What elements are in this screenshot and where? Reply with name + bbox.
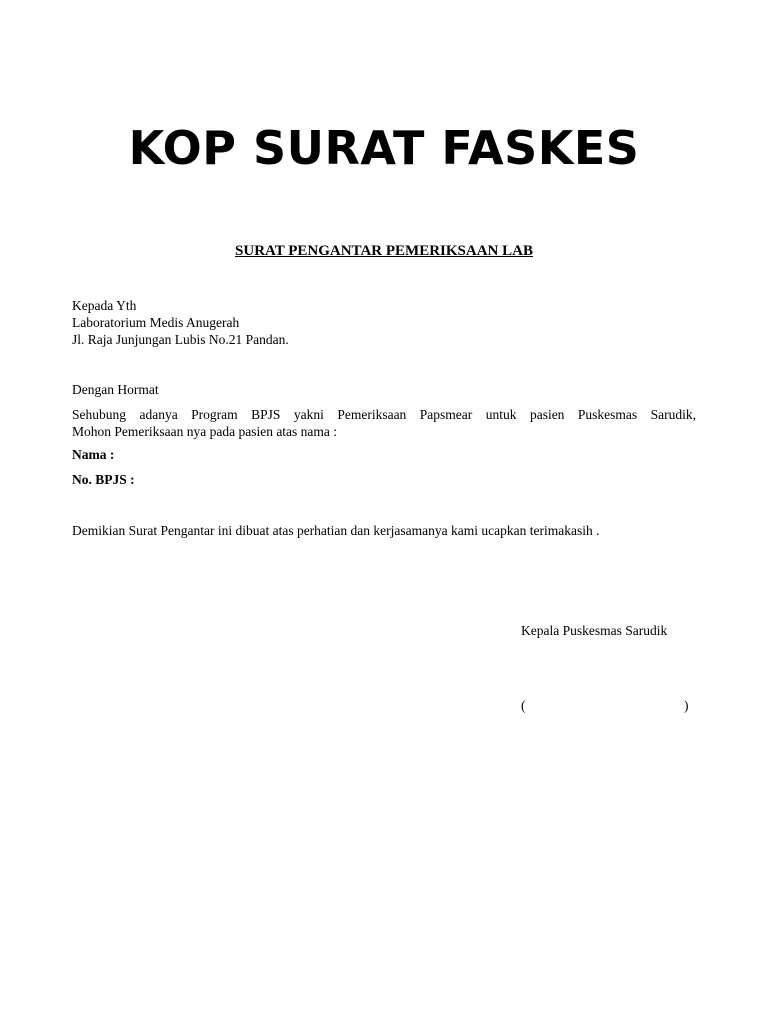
bpjs-number-label: No. BPJS : [72, 472, 135, 487]
greeting: Dengan Hormat [72, 382, 159, 397]
body-paragraph-line-1: Sehubung adanya Program BPJS yakni Pemeriksaan Papsmear untuk pasien Puskesmas Sarudik, [72, 407, 696, 422]
recipient-name: Laboratorium Medis Anugerah [72, 315, 240, 330]
signature-open-paren: ( [521, 698, 526, 713]
signature-close-paren: ) [684, 698, 689, 713]
body-paragraph [72, 406, 696, 440]
letterhead: KOP SURAT FASKES [128, 121, 640, 175]
signatory-title: Kepala Puskesmas Sarudik [521, 623, 668, 638]
recipient-address: Jl. Raja Junjungan Lubis No.21 Pandan. [72, 332, 289, 347]
document-title: SURAT PENGANTAR PEMERIKSAAN LAB [235, 243, 533, 259]
closing-sentence: Demikian Surat Pengantar ini dibuat atas perhatian dan kerjasamanya kami ucapkan terimakasih . [72, 523, 600, 538]
recipient-salutation: Kepada Yth [72, 298, 137, 313]
body-paragraph-line-2: Mohon Pemeriksaan nya pada pasien atas nama : [72, 424, 338, 439]
patient-name-label: Nama : [72, 447, 115, 462]
